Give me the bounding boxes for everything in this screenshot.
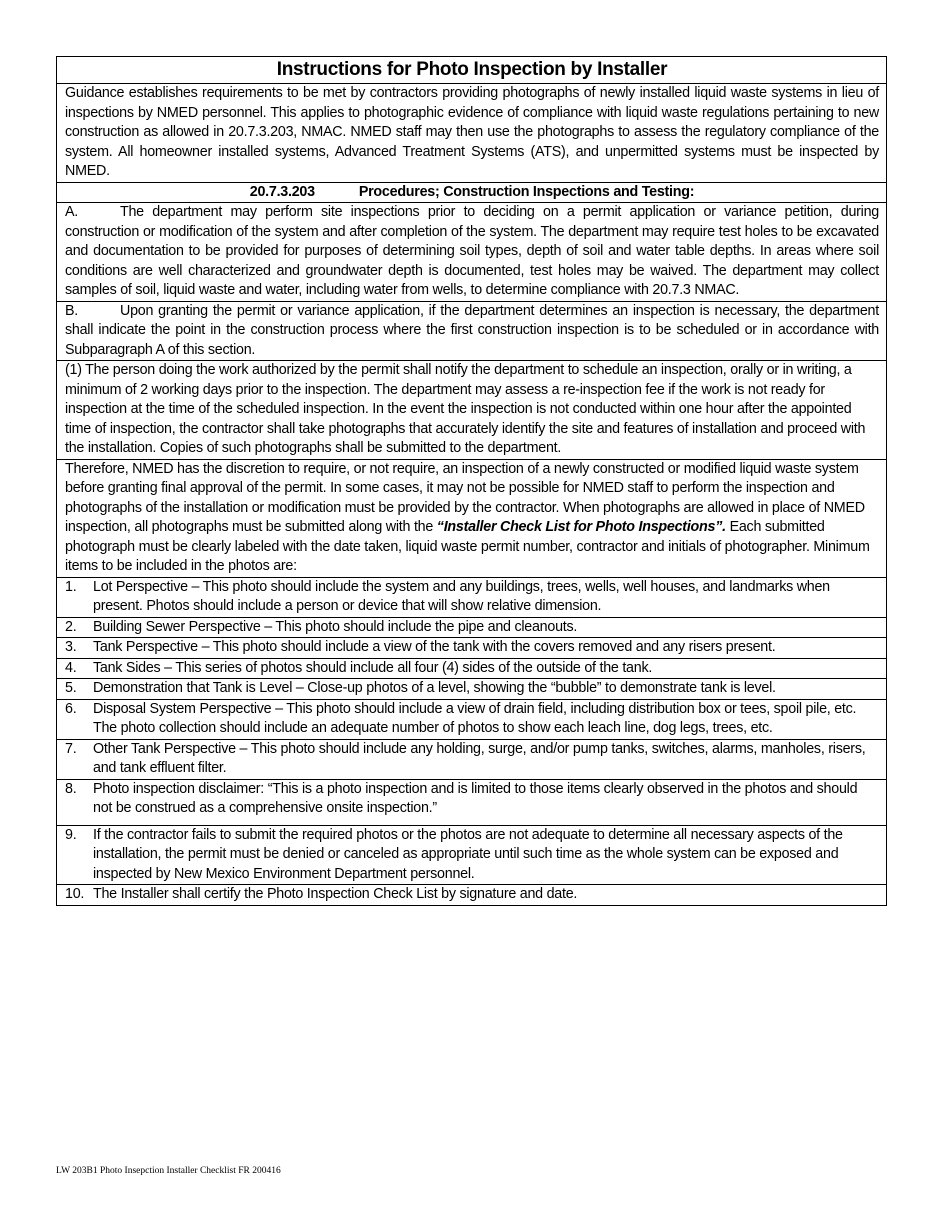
- list-item-text: The Installer shall certify the Photo Inspection Check List by signature and date.: [93, 886, 578, 902]
- list-item: [57, 577, 886, 617]
- list-item: [57, 884, 886, 905]
- section-title: Procedures; Construction Inspections and Testing:: [358, 183, 695, 200]
- list-item-text: Tank Sides – This series of photos should include all four (4) sides of the outside of the tank.: [93, 659, 653, 676]
- footer-form-id: LW 203B1 Photo Insepction Installer Checklist FR 200416: [56, 1166, 281, 1176]
- list-item: [57, 779, 886, 825]
- therefore-text-after: Each submitted photograph must be clearly labeled with the date taken, liquid waste permit number, contractor and initials of photographer. Minimum items to be included in the photos are:: [65, 519, 870, 574]
- list-item-text: Tank Perspective – This photo should include a view of the tank with the covers removed and any risers present.: [93, 639, 776, 655]
- list-item-text: If the contractor fails to submit the required photos or the photos are not adequate to determine all necessary aspects of the installation, the permit must be denied or canceled as appropriate until such time as the whole system can be exposed and inspected by New Mexico Environment Department personnel.: [93, 826, 843, 882]
- list-item: [57, 617, 886, 638]
- list-item-number: 2.: [65, 618, 77, 635]
- paragraph-1: (1) The person doing the work authorized by the permit shall notify the department to schedule an inspection, orally or in writing, a minimum of 2 working days prior to the inspection. The department may assess a re-inspection fee if the work is not ready for inspection at the time of the scheduled inspection. In the event the inspection is not conducted within one hour after the appointed time of inspection, the contractor shall take photographs that accurately identify the site and features of installation and proceed with the installation. Copies of such photographs shall be submitted to the department.: [57, 360, 886, 459]
- list-item: [57, 678, 886, 699]
- list-item-number: 9.: [65, 826, 77, 843]
- list-item-text: Other Tank Perspective – This photo should include any holding, surge, and/or pump tanks, switches, alarms, manholes, risers, and tank effluent filter.: [93, 740, 866, 776]
- list-item-number: 3.: [65, 639, 77, 655]
- list-item-text: Demonstration that Tank is Level – Close-up photos of a level, showing the “bubble” to demonstrate tank is level.: [93, 680, 776, 696]
- therefore-paragraph: [57, 459, 886, 577]
- list-item-text: Disposal System Perspective – This photo should include a view of drain field, including distribution box or tees, spoil pile, etc. The photo collection should include an adequate number of photos to show each leach line, dog legs, trees, etc.: [93, 700, 857, 736]
- list-item-number: 10.: [65, 886, 85, 902]
- paragraph-b: [57, 301, 886, 361]
- instructions-table: [56, 56, 887, 906]
- list-item-number: 7.: [65, 740, 77, 757]
- list-item-text: Building Sewer Perspective – This photo should include the pipe and cleanouts.: [93, 618, 578, 635]
- list-item: [57, 637, 886, 658]
- list-item: [57, 825, 886, 885]
- paragraph-b-text: Upon granting the permit or variance application, if the department determines an inspection is necessary, the department shall indicate the point in the construction process where the first construction inspection is to be scheduled or in accordance with Subparagraph A of this section.: [65, 302, 879, 358]
- therefore-text-before: Therefore, NMED has the discretion to require, or not require, an inspection of a newly constructed or modified liquid waste system before granting final approval of the permit. In some cases, it may not be possible for NMED staff to perform the inspection and photographs of the installation or modification must be provided by the contractor. When photographs are allowed in place of NMED inspection, all photographs must be submitted along with the: [65, 460, 865, 535]
- section-heading: [57, 182, 886, 203]
- list-item: [57, 658, 886, 679]
- guidance-paragraph: Guidance establishes requirements to be met by contractors providing photographs of newly installed liquid waste systems in lieu of inspections by NMED personnel. This applies to photographic evidence of compliance with liquid waste regulations pertaining to new construction as allowed in 20.7.3.203, NMAC. NMED staff may then use the photographs to assess the regulatory compliance of the system. All homeowner installed systems, Advanced Treatment Systems (ATS), and unpermitted systems must be inspected by NMED.: [57, 83, 886, 182]
- list-item-text: Photo inspection disclaimer: “This is a photo inspection and is limited to those items clearly observed in the photos and should not be construed as a comprehensive onsite inspection.”: [93, 780, 858, 816]
- list-item-number: 1.: [65, 578, 77, 595]
- list-item-text: Lot Perspective – This photo should include the system and any buildings, trees, wells, well houses, and landmarks when present. Photos should include a person or device that will show relative dimension.: [93, 578, 830, 614]
- list-item: [57, 739, 886, 779]
- paragraph-a: [57, 202, 886, 301]
- paragraph-b-letter: B.: [65, 302, 79, 319]
- list-item: [57, 699, 886, 739]
- list-item-number: 4.: [65, 659, 77, 676]
- paragraph-a-text: The department may perform site inspections prior to deciding on a permit application or variance petition, during construction or modification of the system and after completion of the system. The department may require test holes to be excavated and documentation to be provided for purposes of determining soil types, depth of soil and water table depths. In areas where soil conditions are well characterized and groundwater depth is documented, test holes may be waived. The department may collect samples of soil, liquid waste and water, including water from wells, to determine compliance with 20.7.3 NMAC.: [65, 204, 879, 298]
- list-item-number: 5.: [65, 680, 77, 696]
- list-item-number: 8.: [65, 780, 77, 797]
- list-item-number: 6.: [65, 700, 77, 717]
- section-number: 20.7.3.203: [249, 183, 315, 200]
- paragraph-a-letter: A.: [65, 204, 79, 220]
- checklist-reference: “Installer Check List for Photo Inspections”.: [436, 519, 726, 535]
- document-title: Instructions for Photo Inspection by Installer: [276, 59, 668, 80]
